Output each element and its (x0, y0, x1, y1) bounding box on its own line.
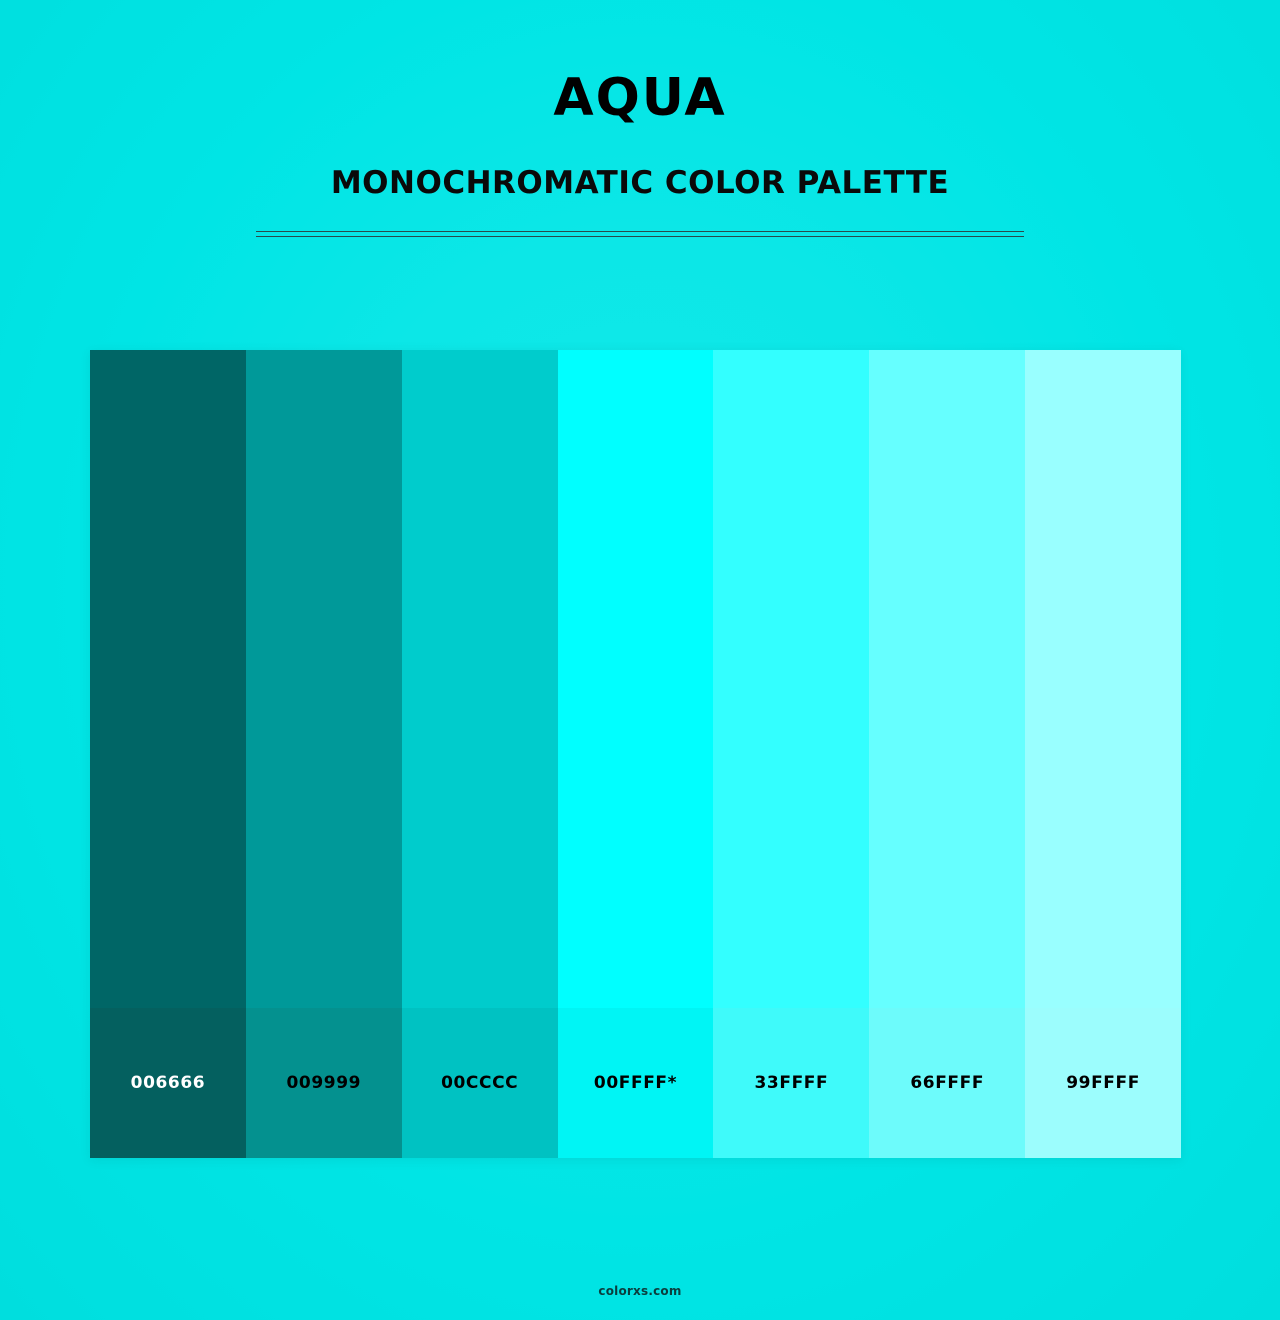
swatch-hex-label: 00CCCC (402, 1008, 558, 1158)
swatch-color-block (869, 350, 1025, 1008)
swatch-color-block (246, 350, 402, 1008)
page-title: AQUA (553, 68, 727, 128)
color-swatch[interactable] (402, 350, 558, 1158)
color-swatch[interactable] (90, 350, 246, 1158)
swatch-color-block (558, 350, 714, 1008)
color-swatch[interactable] (869, 350, 1025, 1158)
swatch-color-block (1025, 350, 1181, 1008)
swatch-hex-label: 66FFFF (869, 1008, 1025, 1158)
swatch-hex-label: 009999 (246, 1008, 402, 1158)
swatch-hex-label: 99FFFF (1025, 1008, 1181, 1158)
color-swatch[interactable] (1025, 350, 1181, 1158)
title-divider (256, 231, 1024, 237)
site-credit: colorxs.com (598, 1284, 682, 1298)
color-swatch[interactable] (558, 350, 714, 1158)
color-swatch[interactable] (713, 350, 869, 1158)
swatch-hex-label: 006666 (90, 1008, 246, 1158)
swatch-color-block (402, 350, 558, 1008)
swatch-hex-label: 00FFFF* (558, 1008, 714, 1158)
swatch-color-block (90, 350, 246, 1008)
swatch-color-block (713, 350, 869, 1008)
color-palette (90, 350, 1181, 1158)
swatch-hex-label: 33FFFF (713, 1008, 869, 1158)
color-swatch[interactable] (246, 350, 402, 1158)
page-header (0, 0, 1280, 237)
page-subtitle: MONOCHROMATIC COLOR PALETTE (330, 165, 950, 201)
